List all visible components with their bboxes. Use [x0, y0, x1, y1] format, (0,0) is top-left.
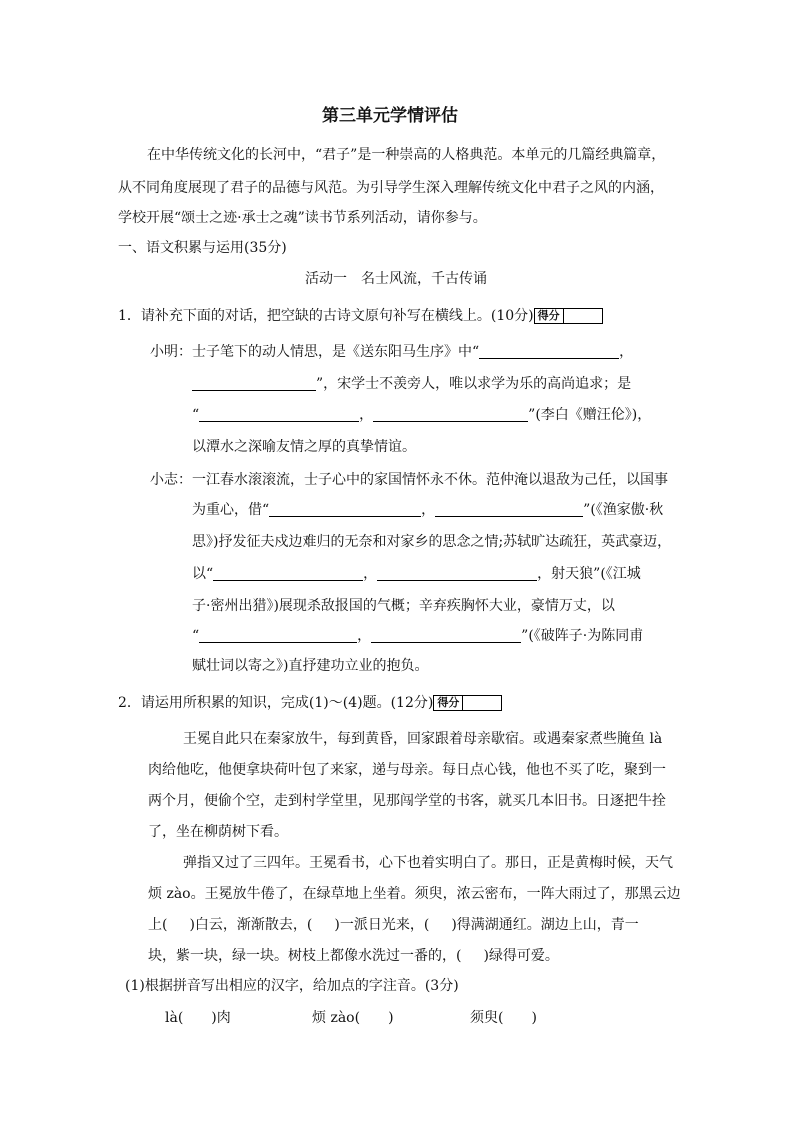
section-heading: 一、语文积累与运用(35分)	[118, 240, 287, 256]
score-box[interactable]	[433, 695, 502, 711]
answer-blank[interactable]	[213, 565, 363, 581]
dialogue-text: ，	[619, 344, 634, 360]
dialogue-line: 子·密州出猎》)展现杀敌报国的气概；辛弃疾胸怀大业，豪情万丈，以	[192, 598, 615, 614]
answer-blank[interactable]	[373, 406, 528, 422]
score-label: 得分	[434, 696, 463, 710]
passage-text: )白云，渐渐散去，(	[189, 917, 313, 933]
answer-blank[interactable]	[435, 501, 583, 517]
answer-item[interactable]: là( )肉	[165, 1010, 231, 1026]
intro-line-1: 在中华传统文化的长河中，“君子”是一种崇高的人格典范。本单元的几篇经典篇章，	[147, 147, 666, 163]
passage-line	[148, 946, 559, 966]
passage-line	[148, 915, 639, 935]
dialogue-text: ，	[357, 628, 372, 644]
passage-line: 弹指又过了三四年。王冕看书，心下也着实明白了。那日，正是黄梅时候，天气	[183, 855, 673, 871]
dialogue-line	[192, 626, 643, 646]
score-box[interactable]	[534, 308, 603, 324]
intro-line-3: 学校开展“颂士之迹·承士之魂”读书节系列活动，请你参与。	[118, 210, 487, 226]
dialogue-line	[192, 374, 631, 394]
passage-line: 了，坐在柳荫树下看。	[148, 824, 288, 840]
passage-text: 上(	[148, 917, 168, 933]
dialogue-text: ”(李白《赠汪伦》)，	[528, 407, 652, 423]
dialogue-line: 思》)抒发征夫戍边难归的无奈和对家乡的思念之情;苏轼旷达疏狂，英武豪迈，	[192, 534, 672, 550]
dialogue-text: ，	[421, 502, 436, 518]
dialogue-text: “	[192, 407, 200, 423]
dialogue-text: ，射天狼”(《江城	[537, 566, 641, 582]
sub-question-1: (1)根据拼音写出相应的汉字，给加点的字注音。(3分)	[125, 978, 459, 994]
passage-text: )一派日光来，(	[334, 917, 430, 933]
answer-blank[interactable]	[199, 627, 357, 643]
intro-line-2: 从不同角度展现了君子的品德与风范。为引导学生深入理解传统文化中君子之风的内涵，	[118, 180, 664, 196]
answer-blank[interactable]	[371, 627, 521, 643]
dialogue-text: ”，宋学士不羡旁人，唯以求学为乐的高尚追求；是	[316, 376, 632, 392]
answer-blank[interactable]	[269, 501, 421, 517]
speaker-name: 小明：	[150, 344, 192, 360]
question-2-text: 2．请运用所积累的知识，完成(1)～(4)题。(12分)	[118, 695, 434, 711]
speaker-name: 小志：	[150, 472, 192, 488]
score-label: 得分	[535, 309, 564, 323]
dialogue-line	[192, 405, 651, 425]
dialogue-text: 一江春水滚滚流，士子心中的家国情怀永不休。范仲淹以退敌为己任，以国事	[192, 472, 668, 488]
dialogue-line	[150, 342, 633, 362]
passage-text: )绿得可爱。	[483, 948, 559, 964]
passage-line: 肉给他吃，他便拿块荷叶包了来家，递与母亲。每日点心钱，他也不买了吃，聚到一	[148, 762, 666, 778]
passage-line: 烦 zào。王冕放牛倦了，在绿草地上坐着。须臾，浓云密布，一阵大雨过了，那黑云边	[148, 886, 681, 902]
dialogue-text: ”(《渔家傲·秋	[583, 502, 664, 518]
dialogue-text: ”(《破阵子·为陈同甫	[521, 628, 644, 644]
dialogue-line	[192, 500, 663, 520]
answer-item[interactable]: 须臾( )	[470, 1010, 537, 1026]
dialogue-text: 以“	[192, 566, 214, 582]
dialogue-line: 赋壮词以寄之》)直抒建功立业的抱负。	[192, 658, 429, 674]
dialogue-text: ，	[363, 566, 378, 582]
dialogue-text: 为重心，借“	[192, 502, 270, 518]
passage-line: 两个月，便偷个空，走到村学堂里，见那闯学堂的书客，就买几本旧书。日逐把牛拴	[148, 793, 666, 809]
question-1-text: 1．请补充下面的对话，把空缺的古诗文原句补写在横线上。(10分)	[118, 308, 534, 324]
answer-item[interactable]: 烦 zào( )	[312, 1010, 394, 1026]
passage-text: 块，紫一块，绿一块。树枝上都像水洗过一番的，(	[148, 948, 462, 964]
dialogue-line	[192, 564, 641, 584]
dialogue-line: 以潭水之深喻友情之厚的真挚情谊。	[192, 439, 416, 455]
dialogue-text: “	[192, 628, 200, 644]
answer-blank[interactable]	[377, 565, 537, 581]
answer-blank[interactable]	[479, 343, 619, 359]
dialogue-text: 士子笔下的动人情思，是《送东阳马生序》中“	[192, 344, 480, 360]
dialogue-line	[150, 470, 668, 490]
answer-blank[interactable]	[199, 406, 359, 422]
page-title: 第三单元学情评估	[322, 106, 458, 126]
question-1-stem	[118, 306, 603, 326]
dialogue-text: ，	[359, 407, 374, 423]
passage-text: )得满湖通红。湖边上山，青一	[451, 917, 639, 933]
answer-blank[interactable]	[192, 375, 316, 391]
passage-line: 王冕自此只在秦家放牛，每到黄昏，回家跟着母亲歇宿。或遇秦家煮些腌鱼 là	[183, 731, 663, 747]
activity-heading: 活动一 名士风流，千古传诵	[305, 271, 487, 287]
question-2-stem	[118, 693, 502, 713]
